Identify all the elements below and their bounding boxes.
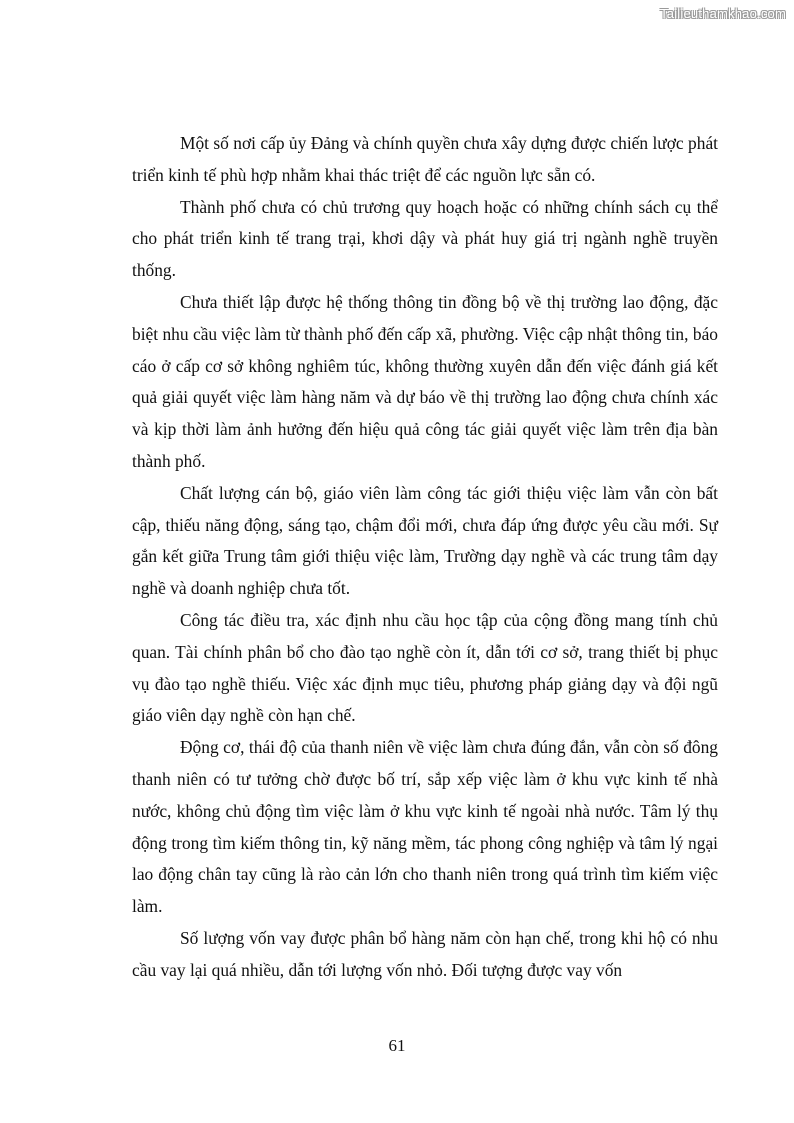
paragraph-1: Một số nơi cấp ủy Đảng và chính quyền chưa xây dựng được chiến lược phát triển kinh tế phù hợp nhằm khai thác triệt để các nguồn lực sẵn có. — [132, 133, 718, 185]
paragraph-5: Công tác điều tra, xác định nhu cầu học tập của cộng đồng mang tính chủ quan. Tài chính phân bổ cho đào tạo nghề còn ít, dẫn tới cơ sở, trang thiết bị phục vụ đào tạo nghề thiếu. Việc xác định mục tiêu, phương pháp giảng dạy và đội ngũ giáo viên dạy nghề còn hạn chế. — [132, 609, 718, 726]
watermark: Tailieuthamkhao.com — [660, 6, 786, 21]
paragraph-6: Động cơ, thái độ của thanh niên về việc làm chưa đúng đắn, vẫn còn số đông thanh niên có tư tưởng chờ được bố trí, sắp xếp việc làm ở khu vực kinh tế nhà nước, không chủ động tìm việc làm ở khu vực kinh tế ngoài nhà nước. Tâm lý thụ động trong tìm kiếm thông tin, kỹ năng mềm, tác phong công nghiệp và tâm lý ngại lao động chân tay cũng là rào cản lớn cho thanh niên trong quá trình tìm kiếm việc làm. — [132, 737, 718, 917]
paragraph-2: Thành phố chưa có chủ trương quy hoạch hoặc có những chính sách cụ thể cho phát triển kinh tế trang trại, khơi dậy và phát huy giá trị ngành nghề truyền thống. — [132, 196, 718, 281]
paragraph-7: Số lượng vốn vay được phân bổ hàng năm còn hạn chế, trong khi hộ có nhu cầu vay lại quá nhiều, dẫn tới lượng vốn nhỏ. Đối tượng được vay vốn — [132, 927, 718, 980]
document-body — [132, 128, 718, 987]
paragraph-4: Chất lượng cán bộ, giáo viên làm công tác giới thiệu việc làm vẫn còn bất cập, thiếu năng động, sáng tạo, chậm đổi mới, chưa đáp ứng được yêu cầu mới. Sự gắn kết giữa Trung tâm giới thiệu việc làm, Trường dạy nghề và các trung tâm dạy nghề và doanh nghiệp chưa tốt. — [132, 482, 718, 599]
page-number: 61 — [388, 1036, 406, 1055]
paragraph-3: Chưa thiết lập được hệ thống thông tin đồng bộ về thị trường lao động, đặc biệt nhu cầu việc làm từ thành phố đến cấp xã, phường. Việc cập nhật thông tin, báo cáo ở cấp cơ sở không nghiêm túc, không thường xuyên dẫn đến việc đánh giá kết quả giải quyết việc làm hàng năm và dự báo về thị trường lao động chưa chính xác và kịp thời làm ảnh hưởng đến hiệu quả công tác giải quyết việc làm trên địa bàn thành phố. — [132, 291, 718, 471]
